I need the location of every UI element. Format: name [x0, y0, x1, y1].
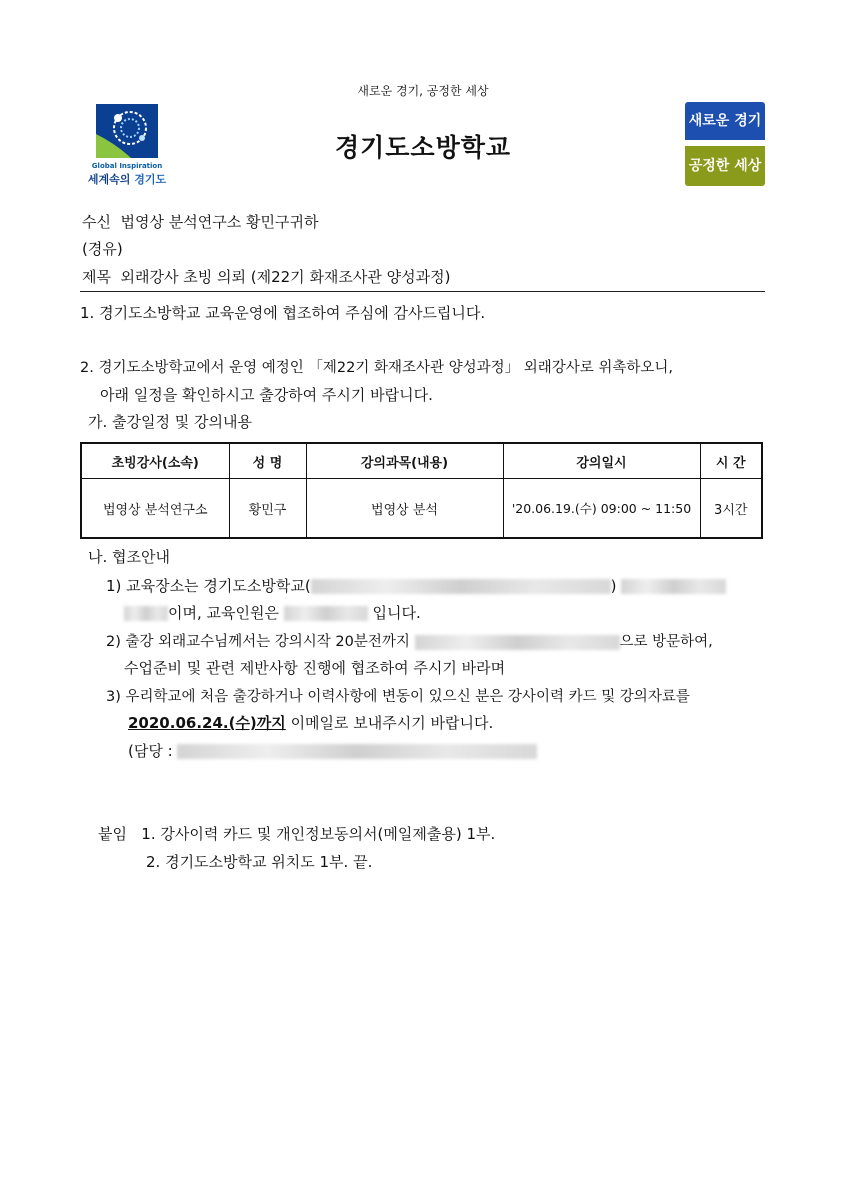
section-na: 나. 협조안내 [88, 548, 170, 566]
divider [80, 291, 765, 292]
logo-tagline: Global Inspiration [91, 162, 163, 170]
item-3-line1: 3) 우리학교에 처음 출강하거나 이력사항에 변동이 있으신 분은 강사이력 카드 및 강의자료를 [106, 689, 690, 705]
recipient-line: 수신 법영상 분석연구소 황민구귀하 [82, 213, 319, 231]
cell-hours: 3시간 [700, 479, 762, 539]
slogan-logo [683, 102, 765, 186]
redacted-text [177, 744, 537, 759]
motto: 새로운 경기, 공정한 세상 [357, 84, 489, 98]
redacted-text [415, 635, 620, 650]
cell-subject: 법영상 분석 [306, 479, 503, 539]
gyeonggi-logo [82, 104, 172, 186]
col-header: 강의일시 [503, 443, 700, 479]
via-line: (경유) [82, 240, 123, 258]
slogan-top: 새로운 경기 [685, 102, 765, 140]
redacted-text [621, 579, 726, 594]
cell-affiliation: 법영상 분석연구소 [81, 479, 229, 539]
redacted-text [124, 606, 168, 621]
col-header: 성 명 [229, 443, 306, 479]
contact-line: (담당 : [128, 740, 537, 761]
deadline-date: 2020.06.24.(수)까지 [128, 714, 286, 732]
schedule-table [80, 442, 763, 539]
cell-name: 황민구 [229, 479, 306, 539]
table-header-row [81, 443, 762, 479]
page-title: 경기도소방학교 [334, 133, 512, 162]
table-row [81, 479, 762, 539]
redacted-text [311, 579, 611, 594]
col-header: 초빙강사(소속) [81, 443, 229, 479]
item-2-line2: 수업준비 및 관련 제반사항 진행에 협조하여 주시기 바라며 [124, 659, 506, 677]
paragraph-2-line1: 2. 경기도소방학교에서 운영 예정인 「제22기 화재조사관 양성과정」 외래강사로 위촉하오니, [80, 360, 674, 376]
redacted-text [284, 606, 368, 621]
subject-line: 제목 외래강사 초빙 의뢰 (제22기 화재조사관 양성과정) [82, 268, 451, 286]
item-2-line1: 2) 출강 외래교수님께서는 강의시작 20분전까지 으로 방문하여, [106, 634, 713, 650]
gyeonggi-swirl-logo-icon [96, 104, 158, 158]
attachment-2: 2. 경기도소방학교 위치도 1부. 끝. [146, 853, 373, 871]
col-header: 강의과목(내용) [306, 443, 503, 479]
slogan-bottom: 공정한 세상 [685, 146, 765, 186]
item-1-line2: 이며, 교육인원은 입니다. [124, 602, 421, 623]
logo-name: 세계속의 경기도 [87, 173, 167, 186]
section-ga: 가. 출강일정 및 강의내용 [88, 413, 252, 431]
attachment-1: 붙임 1. 강사이력 카드 및 개인정보동의서(메일제출용) 1부. [98, 825, 496, 843]
paragraph-2-line2: 아래 일정을 확인하시고 출강하여 주시기 바랍니다. [100, 386, 433, 404]
col-header: 시 간 [700, 443, 762, 479]
item-1-line1: 1) 교육장소는 경기도소방학교( ) [106, 575, 726, 596]
item-3-line2: 2020.06.24.(수)까지 이메일로 보내주시기 바랍니다. [128, 714, 494, 732]
paragraph-1: 1. 경기도소방학교 교육운영에 협조하여 주심에 감사드립니다. [80, 304, 486, 322]
cell-datetime: '20.06.19.(수) 09:00 ~ 11:50 [503, 479, 700, 539]
